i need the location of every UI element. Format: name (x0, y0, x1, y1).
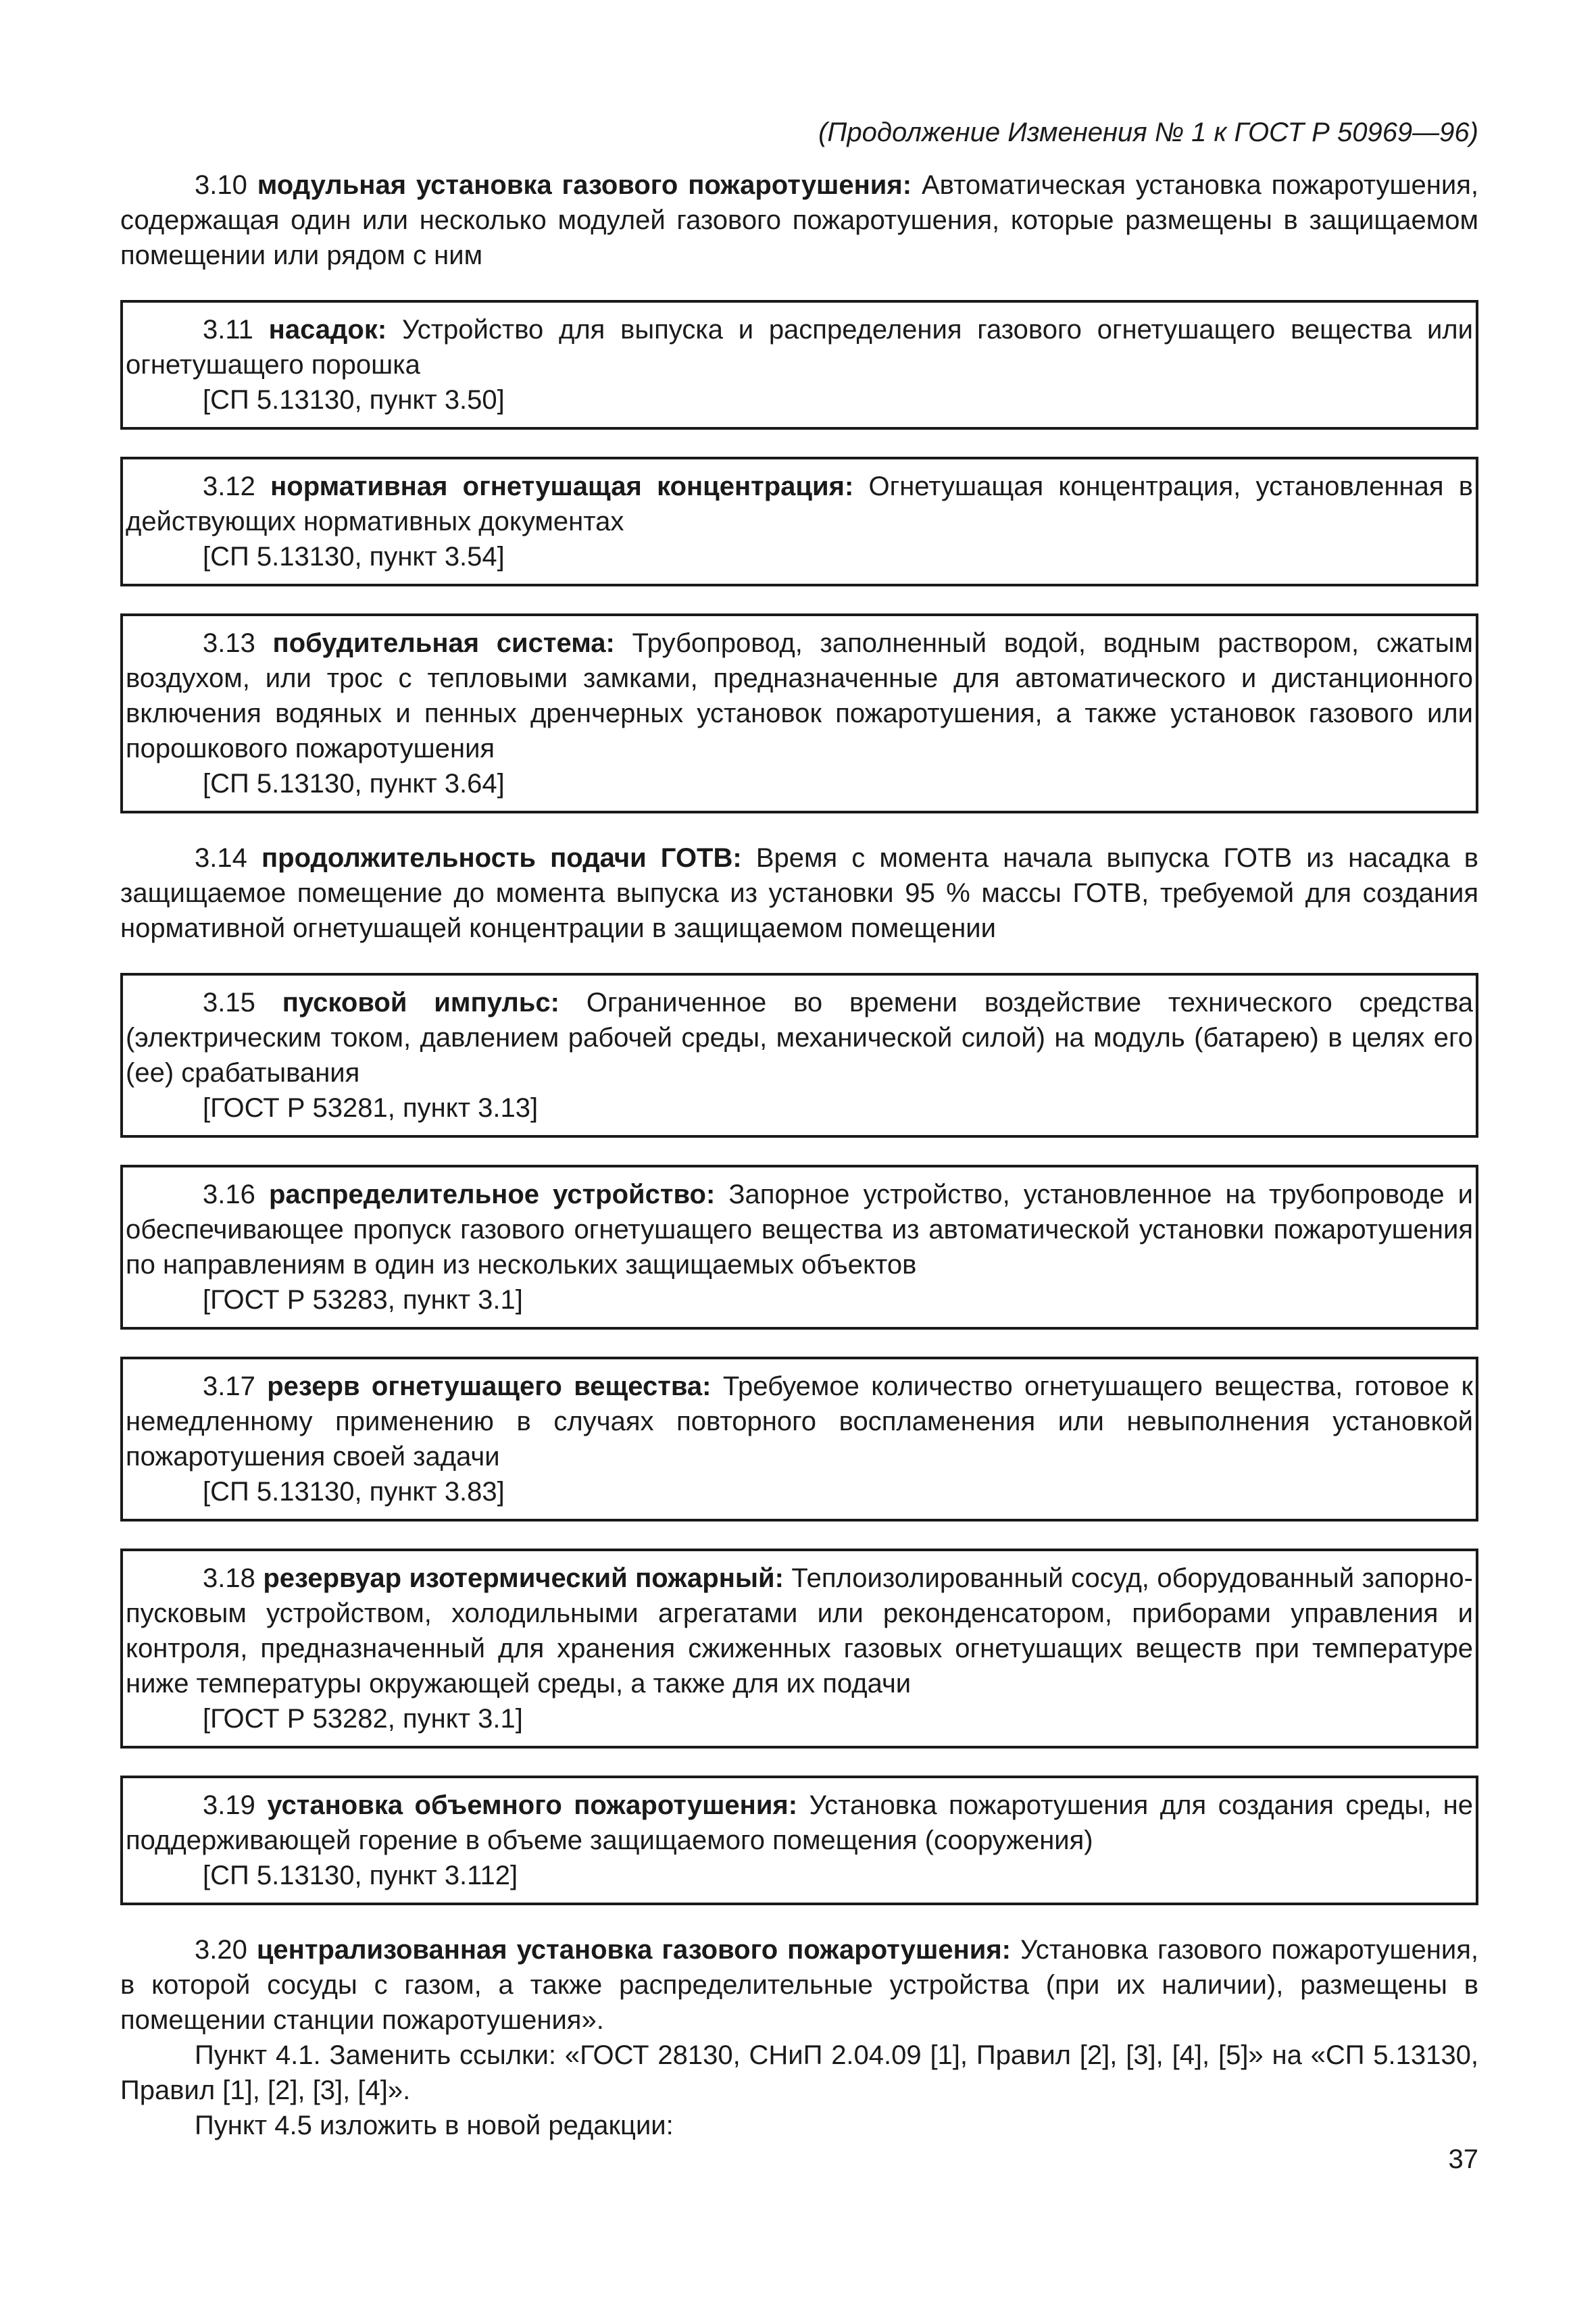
definition-box-3-15 (120, 973, 1478, 1138)
definition-text (126, 312, 1473, 382)
definition-body: Ограниченное во времени воздействие технического средства (электрическим током, давлением рабочей среды, механической силой) на модуль (батарею) в целях его (ее) срабатывания (126, 988, 1473, 1088)
item-number: 3.12 (203, 472, 255, 501)
reference: [ГОСТ Р 53282, пункт 3.1] (203, 1704, 523, 1734)
definition-text (120, 840, 1478, 946)
item-number: 3.18 (203, 1563, 255, 1593)
definition-text (126, 985, 1473, 1090)
definition-box-3-16 (120, 1165, 1478, 1330)
definition-body: Требуемое количество огнетушащего вещества, готовое к немедленному применению в случаях повторного воспламенения или невыполнения установкой пожаротушения своей задачи (126, 1372, 1473, 1472)
definition-box-3-17 (120, 1357, 1478, 1521)
definition-3-14 (120, 840, 1478, 946)
item-number: 3.20 (195, 1935, 247, 1965)
page-number: 37 (1448, 2144, 1478, 2174)
item-number: 3.11 (203, 315, 253, 345)
term: централизованная установка газового пожаротушения: (256, 1935, 1011, 1965)
term: пусковой импульс: (282, 988, 559, 1017)
definition-box-3-12 (120, 457, 1478, 586)
definition-body: Теплоизолированный сосуд, оборудованный запорно-пусковым устройством, холодильными агрегатами или реконденсатором, приборами управления и контроля, предназначенный для хранения сжиженных газовых огнетушащих веществ при температуре ниже температуры окружающей среды, а также для их подачи (126, 1563, 1473, 1699)
term: установка объемного пожаротушения: (267, 1790, 798, 1820)
reference: [СП 5.13130, пункт 3.54] (203, 542, 505, 572)
definition-body: Трубопровод, заполненный водой, водным раствором, сжатым воздухом, или трос с тепловыми замками, предназначенные для автоматического и дистанционного включения водяных и пенных дренчерных установок пожаротушения, а также установок газового или порошкового пожаротушения (126, 628, 1473, 763)
definition-text (120, 168, 1478, 273)
definition-box-3-18 (120, 1549, 1478, 1749)
term: насадок: (268, 315, 387, 345)
definition-body: Огнетушащая концентрация, установленная в действующих нормативных документах (126, 472, 1473, 536)
term: резервуар изотермический пожарный: (263, 1563, 784, 1593)
definition-box-3-19 (120, 1776, 1478, 1905)
term: продолжительность подачи ГОТВ: (261, 843, 742, 873)
term: модульная установка газового пожаротушения: (257, 170, 912, 200)
definition-text (126, 469, 1473, 539)
reference: [СП 5.13130, пункт 3.50] (203, 385, 505, 415)
amendment-paragraph-4-1: Пункт 4.1. Заменить ссылки: «ГОСТ 28130, СНиП 2.04.09 [1], Правил [2], [3], [4], [5]» на «СП 5.13130, Правил [1], [2], [3], [4]». (120, 2040, 1478, 2105)
definition-text (126, 1561, 1473, 1701)
item-number: 3.19 (203, 1790, 255, 1820)
term: резерв огнетушащего вещества: (267, 1372, 712, 1401)
term: нормативная огнетушащая концентрация: (270, 472, 854, 501)
definition-body: Установка пожаротушения для создания среды, не поддерживающей горение в объеме защищаемого помещения (сооружения) (126, 1790, 1473, 1855)
definition-3-10 (120, 168, 1478, 273)
definition-box-3-13 (120, 613, 1478, 813)
definition-body: Устройство для выпуска и распределения газового огнетушащего вещества или огнетушащего порошка (126, 315, 1473, 380)
definition-text (120, 1932, 1478, 2038)
reference: [ГОСТ Р 53283, пункт 3.1] (203, 1285, 523, 1315)
item-number: 3.15 (203, 988, 255, 1017)
item-number: 3.16 (203, 1180, 255, 1209)
item-number: 3.17 (203, 1372, 255, 1401)
definition-text (126, 1788, 1473, 1858)
reference: [СП 5.13130, пункт 3.64] (203, 769, 505, 799)
definition-text (126, 626, 1473, 766)
definition-body: Время с момента начала выпуска ГОТВ из насадка в защищаемое помещение до момента выпуска из установки 95 % массы ГОТВ, требуемой для создания нормативной огнетушащей концентрации в защищаемом помещении (120, 843, 1478, 943)
definition-box-3-11 (120, 300, 1478, 430)
definition-3-20 (120, 1932, 1478, 2038)
term: распределительное устройство: (268, 1180, 716, 1209)
definition-body: Запорное устройство, установленное на трубопроводе и обеспечивающее пропуск газового огнетушащего вещества из автоматической установки пожаротушения по направлениям в один из нескольких защищаемых объектов (126, 1180, 1473, 1280)
page-header: (Продолжение Изменения № 1 к ГОСТ Р 50969—96) (818, 118, 1478, 147)
definition-text (126, 1369, 1473, 1474)
document-page (120, 115, 1478, 2143)
item-number: 3.10 (195, 170, 247, 200)
definition-body: Установка газового пожаротушения, в которой сосуды с газом, а также распределительные устройства (при их наличии), размещены в помещении станции пожаротушения». (120, 1935, 1479, 2035)
reference: [СП 5.13130, пункт 3.112] (203, 1861, 518, 1890)
amendment-paragraph-4-5: Пункт 4.5 изложить в новой редакции: (195, 2111, 674, 2140)
term: побудительная система: (272, 628, 615, 658)
definition-body: Автоматическая установка пожаротушения, содержащая один или несколько модулей газового пожаротушения, которые размещены в защищаемом помещении или рядом с ним (120, 170, 1478, 270)
definition-text (126, 1177, 1473, 1282)
reference: [ГОСТ Р 53281, пункт 3.13] (203, 1093, 539, 1123)
item-number: 3.13 (203, 628, 255, 658)
item-number: 3.14 (195, 843, 247, 873)
reference: [СП 5.13130, пункт 3.83] (203, 1477, 505, 1507)
